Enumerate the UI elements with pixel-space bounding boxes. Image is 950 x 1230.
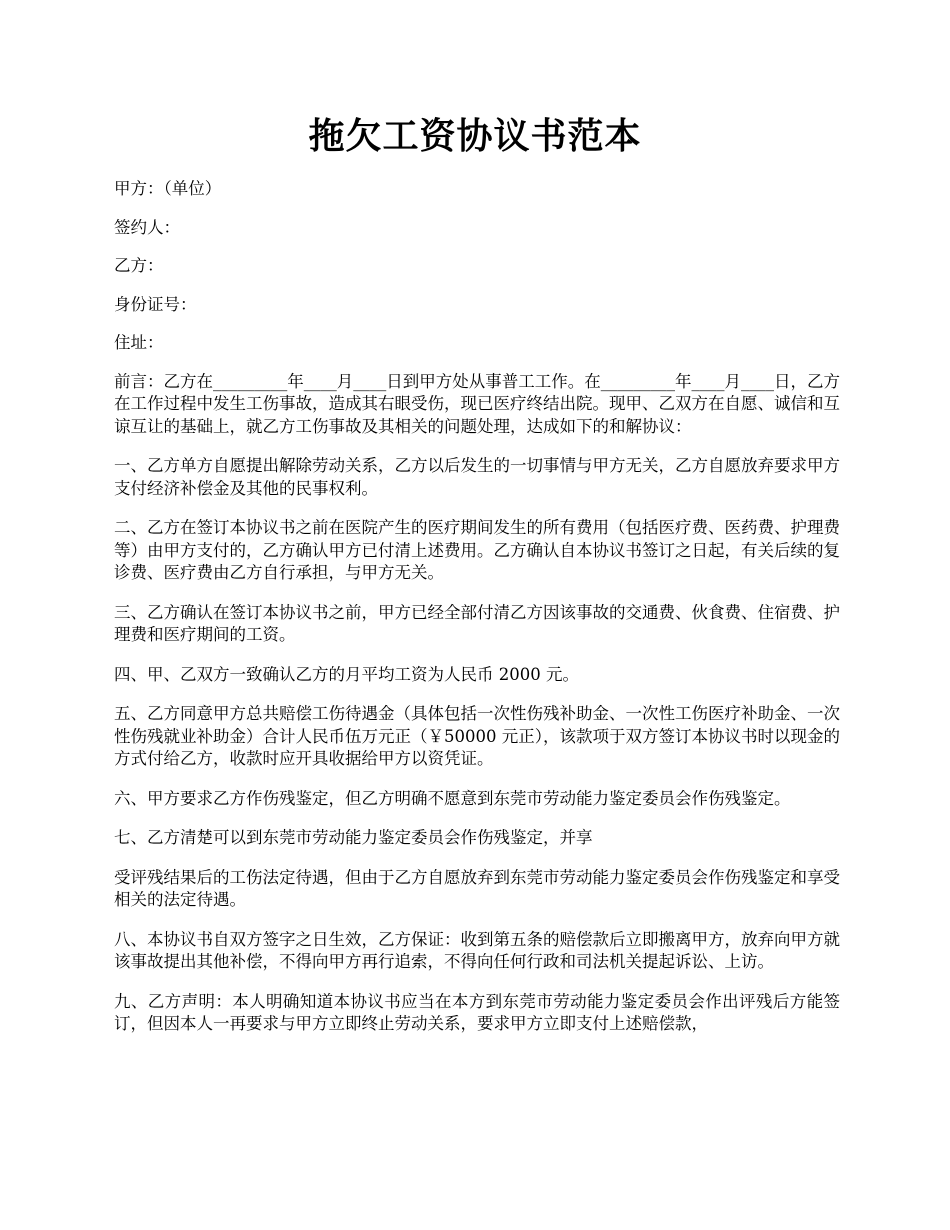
clause-9: 九、乙方声明：本人明确知道本协议书应当在本方到东莞市劳动能力鉴定委员会作出评残后方能签订，但因本人一再要求与甲方立即终止劳动关系，要求甲方立即支付上述赔偿款， xyxy=(114,991,840,1033)
clause-3: 三、乙方确认在签订本协议书之前，甲方已经全部付清乙方因该事故的交通费、伙食费、住宿费、护理费和医疗期间的工资。 xyxy=(114,602,840,644)
document-title: 拖欠工资协议书范本 xyxy=(308,115,642,157)
clause-8: 八、本协议书自双方签字之日生效，乙方保证：收到第五条的赔偿款后立即搬离甲方，放弃向甲方就该事故提出其他补偿，不得向甲方再行追索，不得向任何行政和司法机关提起诉讼、上访。 xyxy=(114,929,840,971)
preface-paragraph: 前言：乙方在_________年____月____日到甲方处从事普工工作。在_________年____月____日，乙方在工作过程中发生工伤事故，造成其右眼受伤，现已医疗终结出院。现甲、乙双方在自愿、诚信和互谅互让的基础上，就乙方工伤事故及其相关的问题处理，达成如下的和解协议： xyxy=(114,371,840,436)
id-number-field: 身份证号： xyxy=(114,294,197,314)
clause-5: 五、乙方同意甲方总共赔偿工伤待遇金（具体包括一次性伤残补助金、一次性工伤医疗补助金、一次性伤残就业补助金）合计人民币伍万元正（￥50000 元正），该款项于双方签订本协议书时以现金的方式付给乙方，收款时应开具收据给甲方以资凭证。 xyxy=(114,704,840,768)
address-field: 住址： xyxy=(114,333,164,352)
clause-1: 一、乙方单方自愿提出解除劳动关系，乙方以后发生的一切事情与甲方无关，乙方自愿放弃要求甲方支付经济补偿金及其他的民事权利。 xyxy=(114,456,840,498)
document-body xyxy=(114,178,840,1053)
clause-7-continued: 受评残结果后的工伤法定待遇，但由于乙方自愿放弃到东莞市劳动能力鉴定委员会作伤残鉴定和享受相关的法定待遇。 xyxy=(114,867,840,909)
clause-6: 六、甲方要求乙方作伤残鉴定，但乙方明确不愿意到东莞市劳动能力鉴定委员会作伤残鉴定。 xyxy=(114,788,791,808)
party-b-field: 乙方： xyxy=(114,256,164,275)
clause-7: 七、乙方清楚可以到东莞市劳动能力鉴定委员会作伤残鉴定，并享 xyxy=(114,828,593,847)
signatory-field: 签约人： xyxy=(114,217,180,237)
party-a-field: 甲方：（单位） xyxy=(114,179,222,198)
clause-2: 二、乙方在签订本协议书之前在医院产生的医疗期间发生的所有费用（包括医疗费、医药费、护理费等）由甲方支付的，乙方确认甲方已付清上述费用。乙方确认自本协议书签订之日起，有关后续的复诊费、医疗费由乙方自行承担，与甲方无关。 xyxy=(114,518,840,582)
clause-4: 四、甲、乙双方一致确认乙方的月平均工资为人民币 2000 元。 xyxy=(114,664,579,684)
